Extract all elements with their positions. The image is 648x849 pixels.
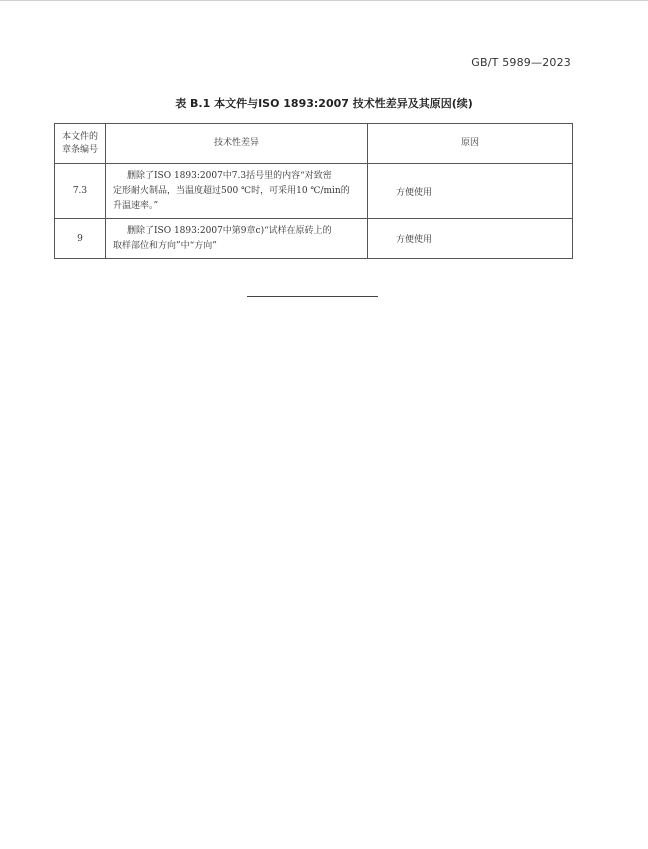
difference-cell bbox=[106, 164, 368, 219]
table-row bbox=[55, 219, 573, 259]
end-rule bbox=[247, 296, 378, 297]
clause-cell: 7.3 bbox=[55, 164, 106, 219]
reason-cell: 方便使用 bbox=[368, 219, 573, 259]
table-row bbox=[55, 164, 573, 219]
clause-cell: 9 bbox=[55, 219, 106, 259]
page-top-border bbox=[0, 0, 648, 1]
header-clause-number bbox=[55, 124, 106, 164]
differences-table bbox=[54, 123, 573, 259]
standard-number: GB/T 5989—2023 bbox=[471, 56, 571, 69]
reason-cell: 方便使用 bbox=[368, 164, 573, 219]
header-technical-difference: 技术性差异 bbox=[106, 124, 368, 164]
difference-line: 取样部位和方向”中“方向” bbox=[113, 240, 217, 251]
header-clause-line2: 章条编号 bbox=[61, 144, 98, 155]
table-caption: 表 B.1 本文件与ISO 1893:2007 技术性差异及其原因(续) bbox=[175, 97, 473, 110]
difference-line: 升温速率。” bbox=[113, 200, 159, 211]
difference-cell bbox=[106, 219, 368, 259]
difference-line: 删除了ISO 1893:2007中第9章c)“试样在原砖上的 bbox=[127, 225, 332, 236]
table-header-row bbox=[55, 124, 573, 164]
difference-line: 定形耐火制品，当温度超过500 ℃时，可采用10 ℃/min的 bbox=[113, 185, 350, 196]
header-reason: 原因 bbox=[368, 124, 573, 164]
difference-line: 删除了ISO 1893:2007中7.3括号里的内容“对致密 bbox=[127, 170, 332, 181]
header-clause-line1: 本文件的 bbox=[61, 131, 98, 142]
